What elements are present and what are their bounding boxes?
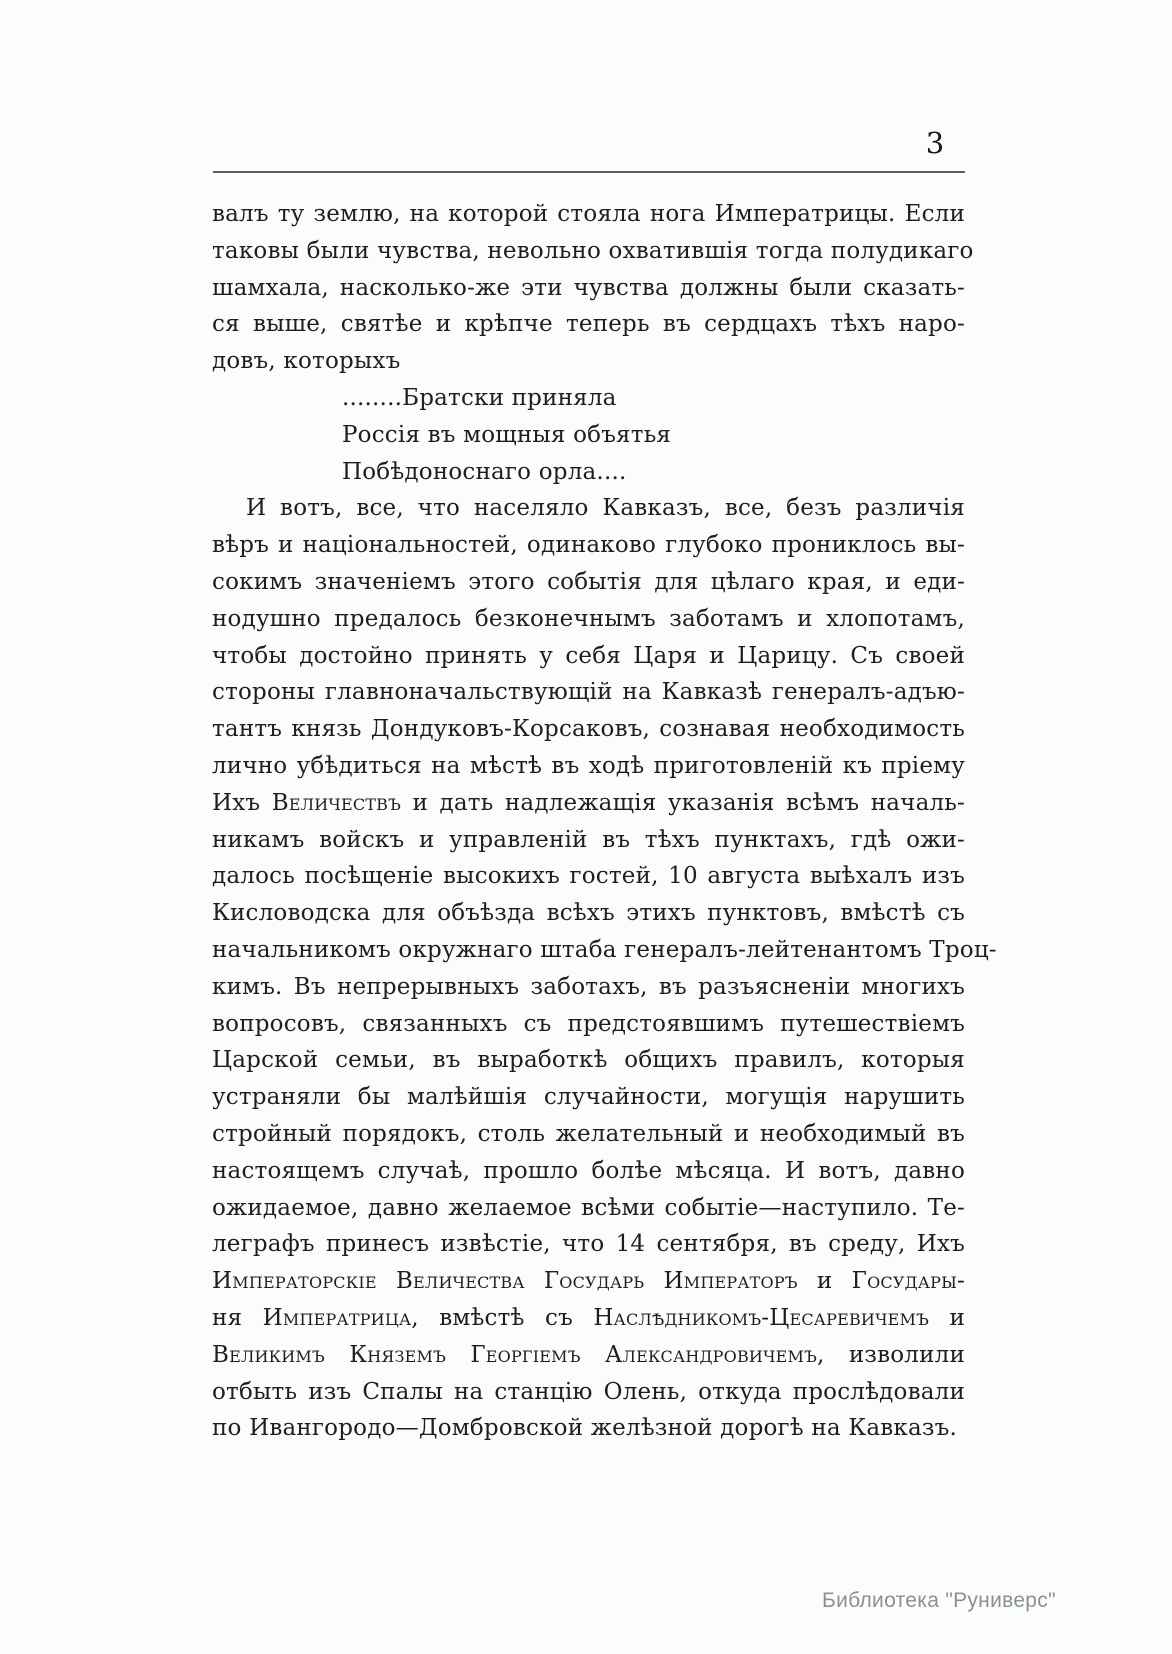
text-run-smallcaps: Государы-	[851, 1268, 965, 1295]
text-run: ня	[212, 1304, 263, 1331]
verse-line: Побѣдоноснаго орла....	[342, 458, 627, 485]
text-run: изволили	[824, 1341, 965, 1368]
text-line: вѣръ и національностей, одинаково глубоко прониклось вы-	[212, 532, 965, 559]
verse-line: ........Братски приняла	[342, 384, 617, 411]
text-line: вопросовъ, связанныхъ съ предстоявшимъ путешествіемъ	[212, 1010, 965, 1037]
text-run: и	[929, 1304, 965, 1331]
text-line: ожидаемое, давно желаемое всѣми событіе—наступило. Те-	[212, 1194, 965, 1221]
text-line: валъ ту землю, на которой стояла нога Императрицы. Если	[212, 201, 965, 227]
text-line: по Ивангородо—Домбровской желѣзной дорогѣ на Кавказъ.	[212, 1415, 957, 1442]
text-line: таковы были чувства, невольно охватившія тогда полудикаго	[212, 237, 974, 264]
text-line: И вотъ, все, что населяло Кавказъ, все, безъ различія	[246, 495, 965, 522]
text-line: ся выше, святѣе и крѣпче теперь въ сердцахъ тѣхъ наро-	[212, 311, 965, 338]
text-line: леграфъ принесъ извѣстіе, что 14 сентября, въ среду, Ихъ	[212, 1231, 965, 1258]
text-run: и	[797, 1268, 852, 1295]
text-line: тантъ князь Дондуковъ-Корсаковъ, сознавая необходимость	[212, 716, 965, 743]
text-run: вмѣстѣ съ	[418, 1304, 594, 1331]
text-run-smallcaps: Величествъ	[271, 789, 402, 816]
text-line	[212, 1300, 965, 1337]
text-run-smallcaps: Императорскіе Величества Государь Императоръ	[212, 1268, 798, 1295]
text-line	[212, 1337, 965, 1374]
text-line	[212, 785, 965, 822]
text-line: далось посѣщеніе высокихъ гостей, 10 августа выѣхалъ изъ	[212, 863, 965, 890]
text-line: устраняли бы малѣйшія случайности, могущія нарушить	[212, 1084, 965, 1111]
header-rule	[213, 171, 965, 173]
text-line: кимъ. Въ непрерывныхъ заботахъ, въ разъясненіи многихъ	[212, 973, 965, 1000]
text-line	[212, 1263, 965, 1300]
text-line: лично убѣдиться на мѣстѣ въ ходѣ приготовленій къ пріему	[212, 752, 965, 779]
text-line: никамъ войскъ и управленій въ тѣхъ пунктахъ, гдѣ ожи-	[212, 826, 965, 853]
text-run-smallcaps: Наслѣдникомъ-Цесаревичемъ	[593, 1304, 930, 1331]
text-line: Кисловодска для объѣзда всѣхъ этихъ пунктовъ, вмѣстѣ съ	[212, 900, 965, 927]
text-line: настоящемъ случаѣ, прошло болѣе мѣсяца. И вотъ, давно	[212, 1157, 965, 1184]
page-number: 3	[925, 126, 945, 160]
text-line: начальникомъ окружнаго штаба генералъ-лейтенантомъ Троц-	[212, 936, 997, 963]
text-line: довъ, которыхъ	[212, 348, 401, 375]
text-run: Ихъ	[212, 789, 272, 816]
text-run-smallcaps: Императрица,	[262, 1304, 419, 1331]
text-run: и дать надлежащія указанія всѣмъ началь-	[401, 789, 965, 816]
text-line: шамхала, насколько-же эти чувства должны были сказать-	[212, 274, 965, 301]
text-line: чтобы достойно принять у себя Царя и Царицу. Съ своей	[212, 642, 965, 669]
text-line: отбыть изъ Спалы на станцію Олень, откуда прослѣдовали	[212, 1378, 965, 1405]
library-watermark: Библиотека "Руниверс"	[822, 1589, 1056, 1612]
body-text	[212, 196, 997, 1447]
text-line: сокимъ значеніемъ этого событія для цѣлаго края, и еди-	[212, 568, 965, 595]
text-line: стороны главноначальствующій на Кавказѣ генералъ-адъю-	[212, 679, 965, 706]
text-line: нодушно предалось безконечнымъ заботамъ и хлопотамъ,	[212, 605, 965, 632]
text-run-smallcaps: Великимъ Княземъ Георгіемъ Александровичемъ,	[212, 1341, 825, 1368]
text-line: стройный порядокъ, столь желательный и необходимый въ	[212, 1120, 965, 1147]
verse-line: Россія въ мощныя объятья	[342, 421, 672, 448]
text-line: Царской семьи, въ выработкѣ общихъ правилъ, которыя	[212, 1047, 965, 1074]
